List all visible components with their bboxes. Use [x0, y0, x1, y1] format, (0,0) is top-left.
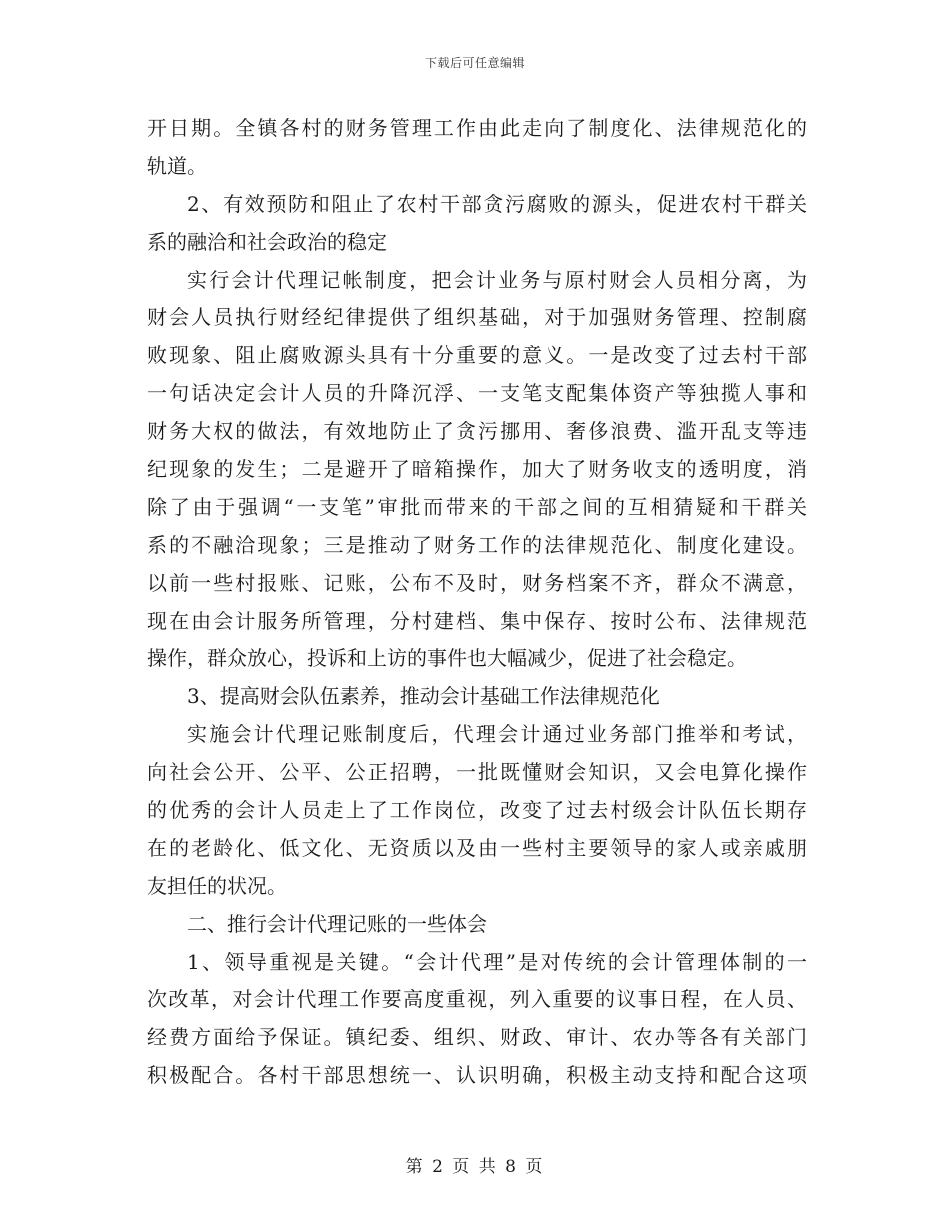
text-line: 纪现象的发生；二是避开了暗箱操作，加大了财务收支的透明度，消: [147, 457, 807, 482]
text-line: 系的融洽和社会政治的稳定: [147, 229, 387, 254]
text-line: 轨道。: [147, 153, 207, 178]
text-line: 3、提高财会队伍素养，推动会计基础工作法律规范化: [187, 684, 660, 709]
document-body: [147, 110, 807, 1095]
text-line: 现在由会计服务所管理，分村建档、集中保存、按时公布、法律规范: [147, 608, 807, 633]
text-line: 在的老龄化、低文化、无资质以及由一些村主要领导的家人或亲戚朋: [147, 835, 807, 860]
text-line: 开日期。全镇各村的财务管理工作由此走向了制度化、法律规范化的: [147, 116, 807, 140]
text-line: 友担任的状况。: [147, 873, 287, 898]
text-line: 积极配合。各村干部思想统一、认识明确，积极主动支持和配合这项: [147, 1063, 807, 1088]
text-line: 财务大权的做法，有效地防止了贪污挪用、奢侈浪费、滥开乱支等违: [147, 419, 807, 444]
text-line: 经费方面给予保证。镇纪委、组织、财政、审计、农办等各有关部门: [147, 1025, 807, 1050]
page-header: 下载后可任意编辑: [424, 56, 525, 70]
text-line: 一句话决定会计人员的升降沉浮、一支笔支配集体资产等独揽人事和: [147, 381, 807, 406]
text-line: 实行会计代理记帐制度，把会计业务与原村财会人员相分离，为: [187, 267, 807, 292]
text-line: 二、推行会计代理记账的一些体会: [187, 911, 487, 936]
text-line: 系的不融洽现象；三是推动了财务工作的法律规范化、制度化建设。: [147, 532, 807, 557]
text-line: 向社会公开、公平、公正招聘，一批既懂财会知识，又会电算化操作: [147, 760, 807, 785]
text-line: 的优秀的会计人员走上了工作岗位，改变了过去村级会计队伍长期存: [147, 798, 807, 823]
text-line: 实施会计代理记账制度后，代理会计通过业务部门推举和考试，: [187, 722, 807, 747]
text-line: 财会人员执行财经纪律提供了组织基础，对于加强财务管理、控制腐: [147, 305, 807, 330]
text-line: 除了由于强调“一支笔”审批而带来的干部之间的互相猜疑和干群关: [147, 494, 807, 519]
text-line: 以前一些村报账、记账，公布不及时，财务档案不齐，群众不满意，: [147, 570, 807, 595]
text-line: 次改革，对会计代理工作要高度重视，列入重要的议事日程，在人员、: [147, 987, 807, 1012]
page-footer: 第 2 页 共 8 页: [405, 1157, 545, 1177]
text-line: 1、领导重视是关键。“会计代理”是对传统的会计管理体制的一: [187, 949, 807, 974]
text-line: 操作，群众放心，投诉和上访的事件也大幅减少，促进了社会稳定。: [147, 646, 747, 671]
text-line: 2、有效预防和阻止了农村干部贪污腐败的源头，促进农村干群关: [187, 191, 807, 216]
text-line: 败现象、阻止腐败源头具有十分重要的意义。一是改变了过去村干部: [147, 343, 807, 368]
